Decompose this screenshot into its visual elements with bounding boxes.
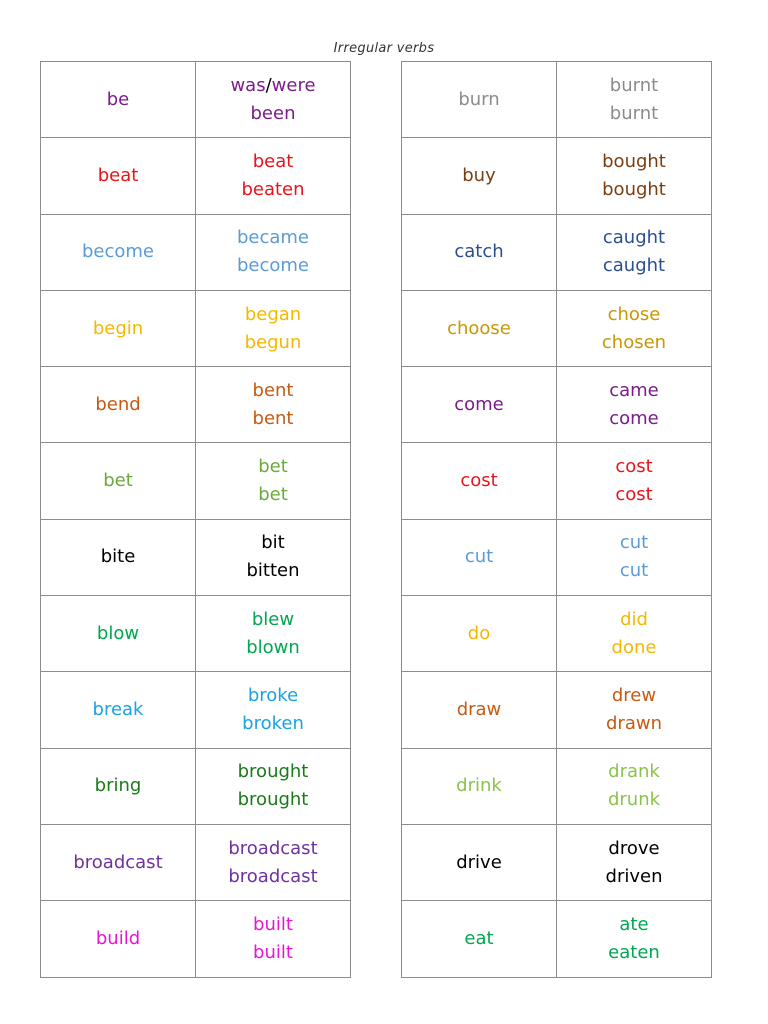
verb-row	[41, 519, 351, 595]
verb-past: bit	[261, 532, 285, 554]
verb-forms-cell	[557, 672, 712, 748]
verb-forms-cell	[196, 138, 351, 214]
verb-forms-cell	[196, 290, 351, 366]
verb-past: did	[620, 608, 648, 630]
verb-row	[402, 214, 712, 290]
verb-participle: driven	[605, 865, 663, 887]
verb-participle: become	[236, 255, 310, 277]
verb-forms-cell	[557, 519, 712, 595]
verb-row	[41, 443, 351, 519]
verb-row	[41, 596, 351, 672]
verb-row	[41, 214, 351, 290]
verb-participle: bought	[602, 178, 666, 200]
verb-row	[41, 672, 351, 748]
verb-past: ate	[619, 913, 649, 935]
verb-participle: cost	[615, 484, 653, 506]
verb-past: cut	[619, 532, 649, 554]
verb-past: became	[236, 227, 310, 249]
verb-past: chose	[607, 303, 661, 325]
verb-past: cost	[615, 456, 653, 478]
verb-past: burnt	[609, 74, 659, 96]
verb-row	[41, 62, 351, 138]
verb-past: caught	[602, 227, 666, 249]
verb-participle: broken	[242, 713, 304, 735]
verb-row	[41, 824, 351, 900]
verb-base-cell: buy	[402, 138, 557, 214]
verb-past: brought	[237, 761, 309, 783]
verb-forms-cell	[196, 901, 351, 977]
verb-forms-cell	[196, 367, 351, 443]
verb-participle: beaten	[241, 178, 305, 200]
verb-row	[41, 138, 351, 214]
verb-row	[41, 290, 351, 366]
verb-participle: drawn	[606, 713, 662, 735]
verb-participle: burnt	[609, 102, 659, 124]
verb-participle: bent	[252, 407, 294, 429]
verb-forms-cell	[196, 596, 351, 672]
verb-base-cell: be	[41, 62, 196, 138]
verb-base-cell: bend	[41, 367, 196, 443]
verb-base-cell: drink	[402, 748, 557, 824]
verb-row	[402, 367, 712, 443]
verb-base-cell: draw	[402, 672, 557, 748]
verb-row	[402, 138, 712, 214]
verb-base-cell: catch	[402, 214, 557, 290]
verb-base-cell: cost	[402, 443, 557, 519]
verb-forms-cell	[557, 901, 712, 977]
verb-forms-cell	[557, 62, 712, 138]
verb-participle: done	[611, 636, 657, 658]
verb-forms-cell	[557, 138, 712, 214]
verb-participle: caught	[602, 255, 666, 277]
verb-row	[402, 672, 712, 748]
verb-row	[402, 519, 712, 595]
verb-base-cell: burn	[402, 62, 557, 138]
verb-row	[41, 748, 351, 824]
verb-forms-cell	[557, 824, 712, 900]
verb-base-cell: break	[41, 672, 196, 748]
verb-base-cell: choose	[402, 290, 557, 366]
verb-row	[402, 824, 712, 900]
verb-row	[402, 290, 712, 366]
verb-forms-cell	[557, 596, 712, 672]
verb-row	[402, 62, 712, 138]
verb-forms-cell	[557, 748, 712, 824]
verb-row	[402, 443, 712, 519]
verb-forms-cell	[196, 672, 351, 748]
verb-participle: built	[253, 941, 293, 963]
verb-table-left	[40, 61, 351, 978]
verb-past: drove	[608, 837, 660, 859]
verb-table-right	[401, 61, 712, 978]
verb-past: blew	[251, 608, 295, 630]
verb-past: built	[253, 913, 293, 935]
verb-row	[402, 748, 712, 824]
verb-past: bent	[252, 379, 294, 401]
verb-forms-cell	[557, 290, 712, 366]
verb-base-cell: come	[402, 367, 557, 443]
verb-past: was/were	[230, 74, 316, 96]
verb-participle: cut	[619, 560, 649, 582]
verb-base-cell: eat	[402, 901, 557, 977]
verb-forms-cell	[196, 443, 351, 519]
verb-base-cell: become	[41, 214, 196, 290]
verb-row	[41, 367, 351, 443]
verb-forms-cell	[557, 214, 712, 290]
verb-base-cell: bite	[41, 519, 196, 595]
verb-row	[402, 901, 712, 977]
verb-participle: come	[609, 407, 659, 429]
verb-forms-cell	[196, 748, 351, 824]
verb-past: broke	[247, 685, 299, 707]
verb-past: bet	[258, 456, 288, 478]
verb-base-cell: do	[402, 596, 557, 672]
verb-row	[402, 596, 712, 672]
verb-base-cell: blow	[41, 596, 196, 672]
verb-row	[41, 901, 351, 977]
verb-forms-cell	[557, 443, 712, 519]
verb-past: broadcast	[228, 837, 318, 859]
verb-past: bought	[602, 150, 666, 172]
verb-participle: chosen	[601, 331, 667, 353]
verb-participle: bet	[258, 484, 288, 506]
verb-table-left-body	[41, 62, 351, 978]
verb-past: drank	[608, 761, 660, 783]
verb-participle: drunk	[607, 789, 661, 811]
verb-participle: broadcast	[228, 865, 318, 887]
verb-base-cell: bet	[41, 443, 196, 519]
verb-base-cell: cut	[402, 519, 557, 595]
verb-participle: eaten	[608, 941, 660, 963]
verb-base-cell: build	[41, 901, 196, 977]
verb-forms-cell	[196, 214, 351, 290]
verb-table-right-body	[402, 62, 712, 978]
verb-forms-cell	[196, 519, 351, 595]
verb-base-cell: drive	[402, 824, 557, 900]
verb-past: began	[244, 303, 302, 325]
verb-participle: been	[250, 102, 296, 124]
verb-participle: bitten	[246, 560, 300, 582]
verb-base-cell: bring	[41, 748, 196, 824]
page-title: Irregular verbs	[333, 41, 435, 56]
verb-base-cell: beat	[41, 138, 196, 214]
verb-participle: blown	[246, 636, 300, 658]
verb-past: came	[609, 379, 659, 401]
verb-past: drew	[611, 685, 657, 707]
verb-past: beat	[252, 150, 294, 172]
verb-participle: begun	[244, 331, 302, 353]
verb-base-cell: begin	[41, 290, 196, 366]
verb-forms-cell	[196, 62, 351, 138]
verb-forms-cell	[196, 824, 351, 900]
verb-participle: brought	[237, 789, 309, 811]
verb-base-cell: broadcast	[41, 824, 196, 900]
verb-forms-cell	[557, 367, 712, 443]
